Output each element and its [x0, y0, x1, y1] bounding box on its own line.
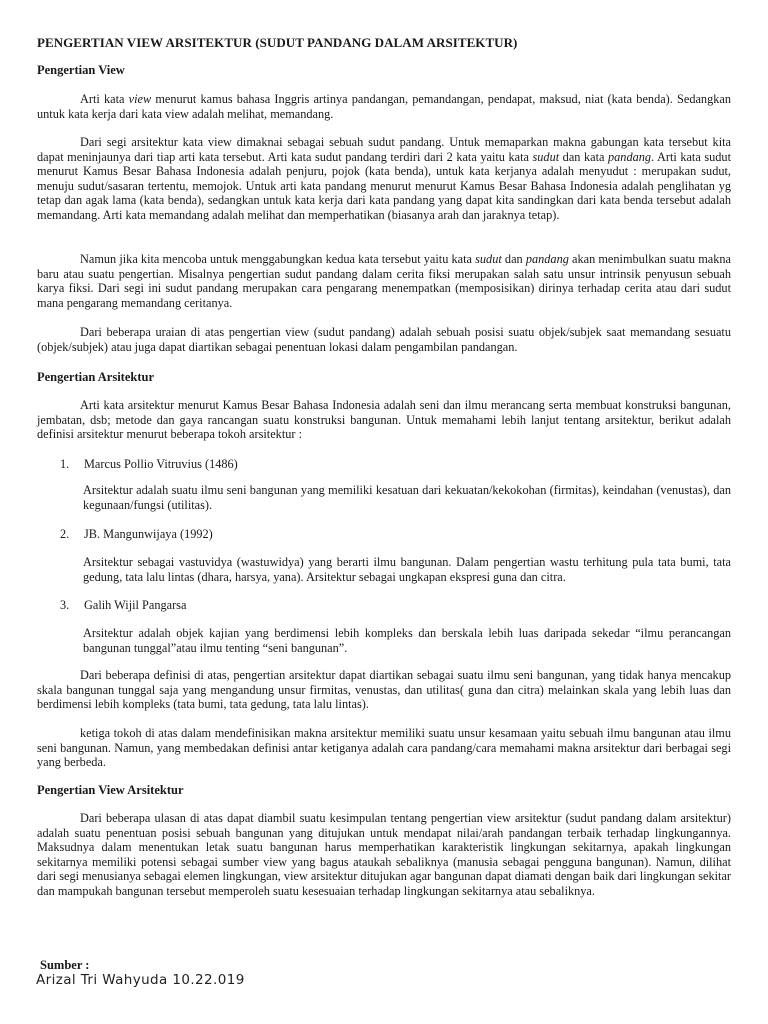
text-run: dan [501, 252, 526, 266]
paragraph-arsitektur-summary-1: Dari beberapa definisi di atas, pengertian arsitektur dapat diartikan sebagai suatu ilmu seni bangunan, yang tidak hanya mencakup skala bangunan tunggal saja yang mengandung unsur firmitas, venustas, dan utilitas( guna dan citra) melainkan skala yang lebih luas dan berdimensi lebih kompleks (tata bumi, tata gedung, tata lalu lintas). [37, 668, 731, 712]
list-number: 1. [60, 457, 70, 471]
text-run: akan menimbulkan suatu makna baru atau suatu pengertian. Misalnya pengertian sudut pandang dalam cerita fiksi merupakan salah satu unsur intrinsik penyusun sebuah karya fiksi. Dari segi ini sudut pandang merupakan cara pengarang menempatkan (memposisikan) dirinya terhadap cerita atau dari sudut mana pengarang memandang ceritanya. [37, 252, 732, 310]
list-item-2-text: Arsitektur sebagai vastuvidya (wastuwidya) yang berarti ilmu bangunan. Dalam pengertian wastu terhitung pula tata bumi, tata gedung, tata lalu lintas (dhara, harsya, yana). Arsitektur sebagai ungkapan ekspresi guna dan citra. [83, 555, 731, 584]
paragraph-view-3 [37, 252, 731, 310]
list-number: 2. [60, 527, 70, 541]
text-run: . Arti kata sudut menurut Kamus Besar Bahasa Indonesia adalah penjuru, pojok (kata benda), untuk kata kerjanya adalah menyudut : merupakan sudut, menuju sudut/sasaran tertentu, memojok. Untuk arti kata pandang menurut menurut Kamus Besar Bahasa Indonesia adalah penglihatan yg tetap dan agak lama (kata benda), sedangkan untuk kata kerja dari kata pandang yang dapat kita sandingkan dari kata benda tersebut adalah memandang. Arti kata memandang adalah melihat dan memperhatikan (biasanya arah dan jaraknya tetap). [37, 149, 731, 222]
paragraph-arsitektur-summary-2: ketiga tokoh di atas dalam mendefinisikan makna arsitektur memiliki suatu unsur kesamaan yaitu sebuah ilmu bangunan atau ilmu seni bangunan. Namun, yang membedakan definisi antar ketiganya adalah cara pandang/cara memahami makna arsitektur dari berbagai segi yang berbeda. [37, 726, 731, 770]
text-run: dan kata [559, 149, 608, 164]
list-item-1-heading [60, 457, 238, 472]
source-label: Sumber : [40, 958, 90, 972]
italic-term: view [128, 92, 152, 106]
text-run: Arti kata [80, 92, 129, 106]
italic-term: pandang [525, 252, 569, 266]
list-item-3-heading [60, 598, 186, 613]
heading-pengertian-view: Pengertian View [37, 63, 125, 77]
list-item-name: JB. Mangunwijaya (1992) [84, 527, 213, 541]
list-item-name: Galih Wijil Pangarsa [84, 598, 187, 612]
italic-term: sudut [532, 149, 560, 164]
text-run: Namun jika kita mencoba untuk menggabungkan kedua kata tersebut yaitu kata [80, 252, 476, 266]
source-author: Arizal Tri Wahyuda 10.22.019 [36, 972, 245, 988]
paragraph-view-2 [37, 135, 731, 223]
list-item-1-text: Arsitektur adalah suatu ilmu seni bangunan yang memiliki kesatuan dari kekuatan/kekokohan (firmitas), keindahan (venustas), dan kegunaan/fungsi (utilitas). [83, 483, 731, 512]
heading-pengertian-arsitektur: Pengertian Arsitektur [37, 370, 154, 384]
text-run: Dari segi arsitektur kata view dimaknai sebagai sebuah sudut pandang. Untuk memaparkan makna gabungan kata tersebut kita dapat meninjaunya dari tiap arti kata tersebut. Arti kata sudut pandang terdiri dari 2 kata yaitu kata [37, 135, 731, 164]
paragraph-view-arsitektur: Dari beberapa ulasan di atas dapat diambil suatu kesimpulan tentang pengertian view arsitektur (sudut pandang dalam arsitektur) adalah suatu penentuan posisi sebuah bangunan yang ditujukan untuk mendapat nilai/arah pandangan terbaik terhadap lingkungannya. Maksudnya dalam menentukan letak suatu bangunan harus memperhatikan karakteristik lingkungan sekitarnya, apakah lingkungan sekitarnya memiliki potensi sebagai sumber view yang bagus ataukah sebaliknya (manusia sebagai pengguna bangunan). Namun, dilihat dari segi menusianya sebagai elemen lingkungan, view arsitektur ditujukan agar bangunan dapat diamati dengan baik dari lingkungan sekitar dan mampukah bangunan tersebut memperoleh suatu kesesuaian terhadap lingkungan sekitarnya atau sebaliknya. [37, 811, 731, 898]
list-item-2-heading [60, 527, 213, 542]
list-item-3-text: Arsitektur adalah objek kajian yang berdimensi lebih kompleks dan berskala lebih luas daripada sekedar “ilmu perancangan bangunan tunggal”atau ilmu tenting “seni bangunan”. [83, 626, 731, 655]
paragraph-view-1 [37, 92, 731, 121]
paragraph-view-4: Dari beberapa uraian di atas pengertian view (sudut pandang) adalah sebuah posisi suatu objek/subjek saat memandang sesuatu (objek/subjek) atau juga dapat diartikan sebagai penentuan lokasi dalam pengambilan pandangan. [37, 325, 731, 354]
list-item-name: Marcus Pollio Vitruvius (1486) [84, 457, 238, 471]
list-number: 3. [60, 598, 70, 612]
italic-term: sudut [475, 252, 502, 266]
italic-term: pandang [608, 149, 652, 164]
text-run: menurut kamus bahasa Inggris artinya pandangan, pemandangan, pendapat, maksud, niat (kata benda). Sedangkan untuk kata kerja dari kata view adalah melihat, memandang. [37, 92, 731, 121]
document-title: PENGERTIAN VIEW ARSITEKTUR (SUDUT PANDANG DALAM ARSITEKTUR) [37, 35, 518, 50]
heading-pengertian-view-arsitektur: Pengertian View Arsitektur [37, 783, 184, 797]
paragraph-arsitektur-intro: Arti kata arsitektur menurut Kamus Besar Bahasa Indonesia adalah seni dan ilmu merancang serta membuat konstruksi bangunan, jembatan, dsb; metode dan gaya rancangan suatu konstruksi bangunan. Untuk memahami lebih lanjut tentang arsitektur, berikut adalah definisi arsitektur menurut beberapa tokoh arsitektur : [37, 398, 731, 442]
